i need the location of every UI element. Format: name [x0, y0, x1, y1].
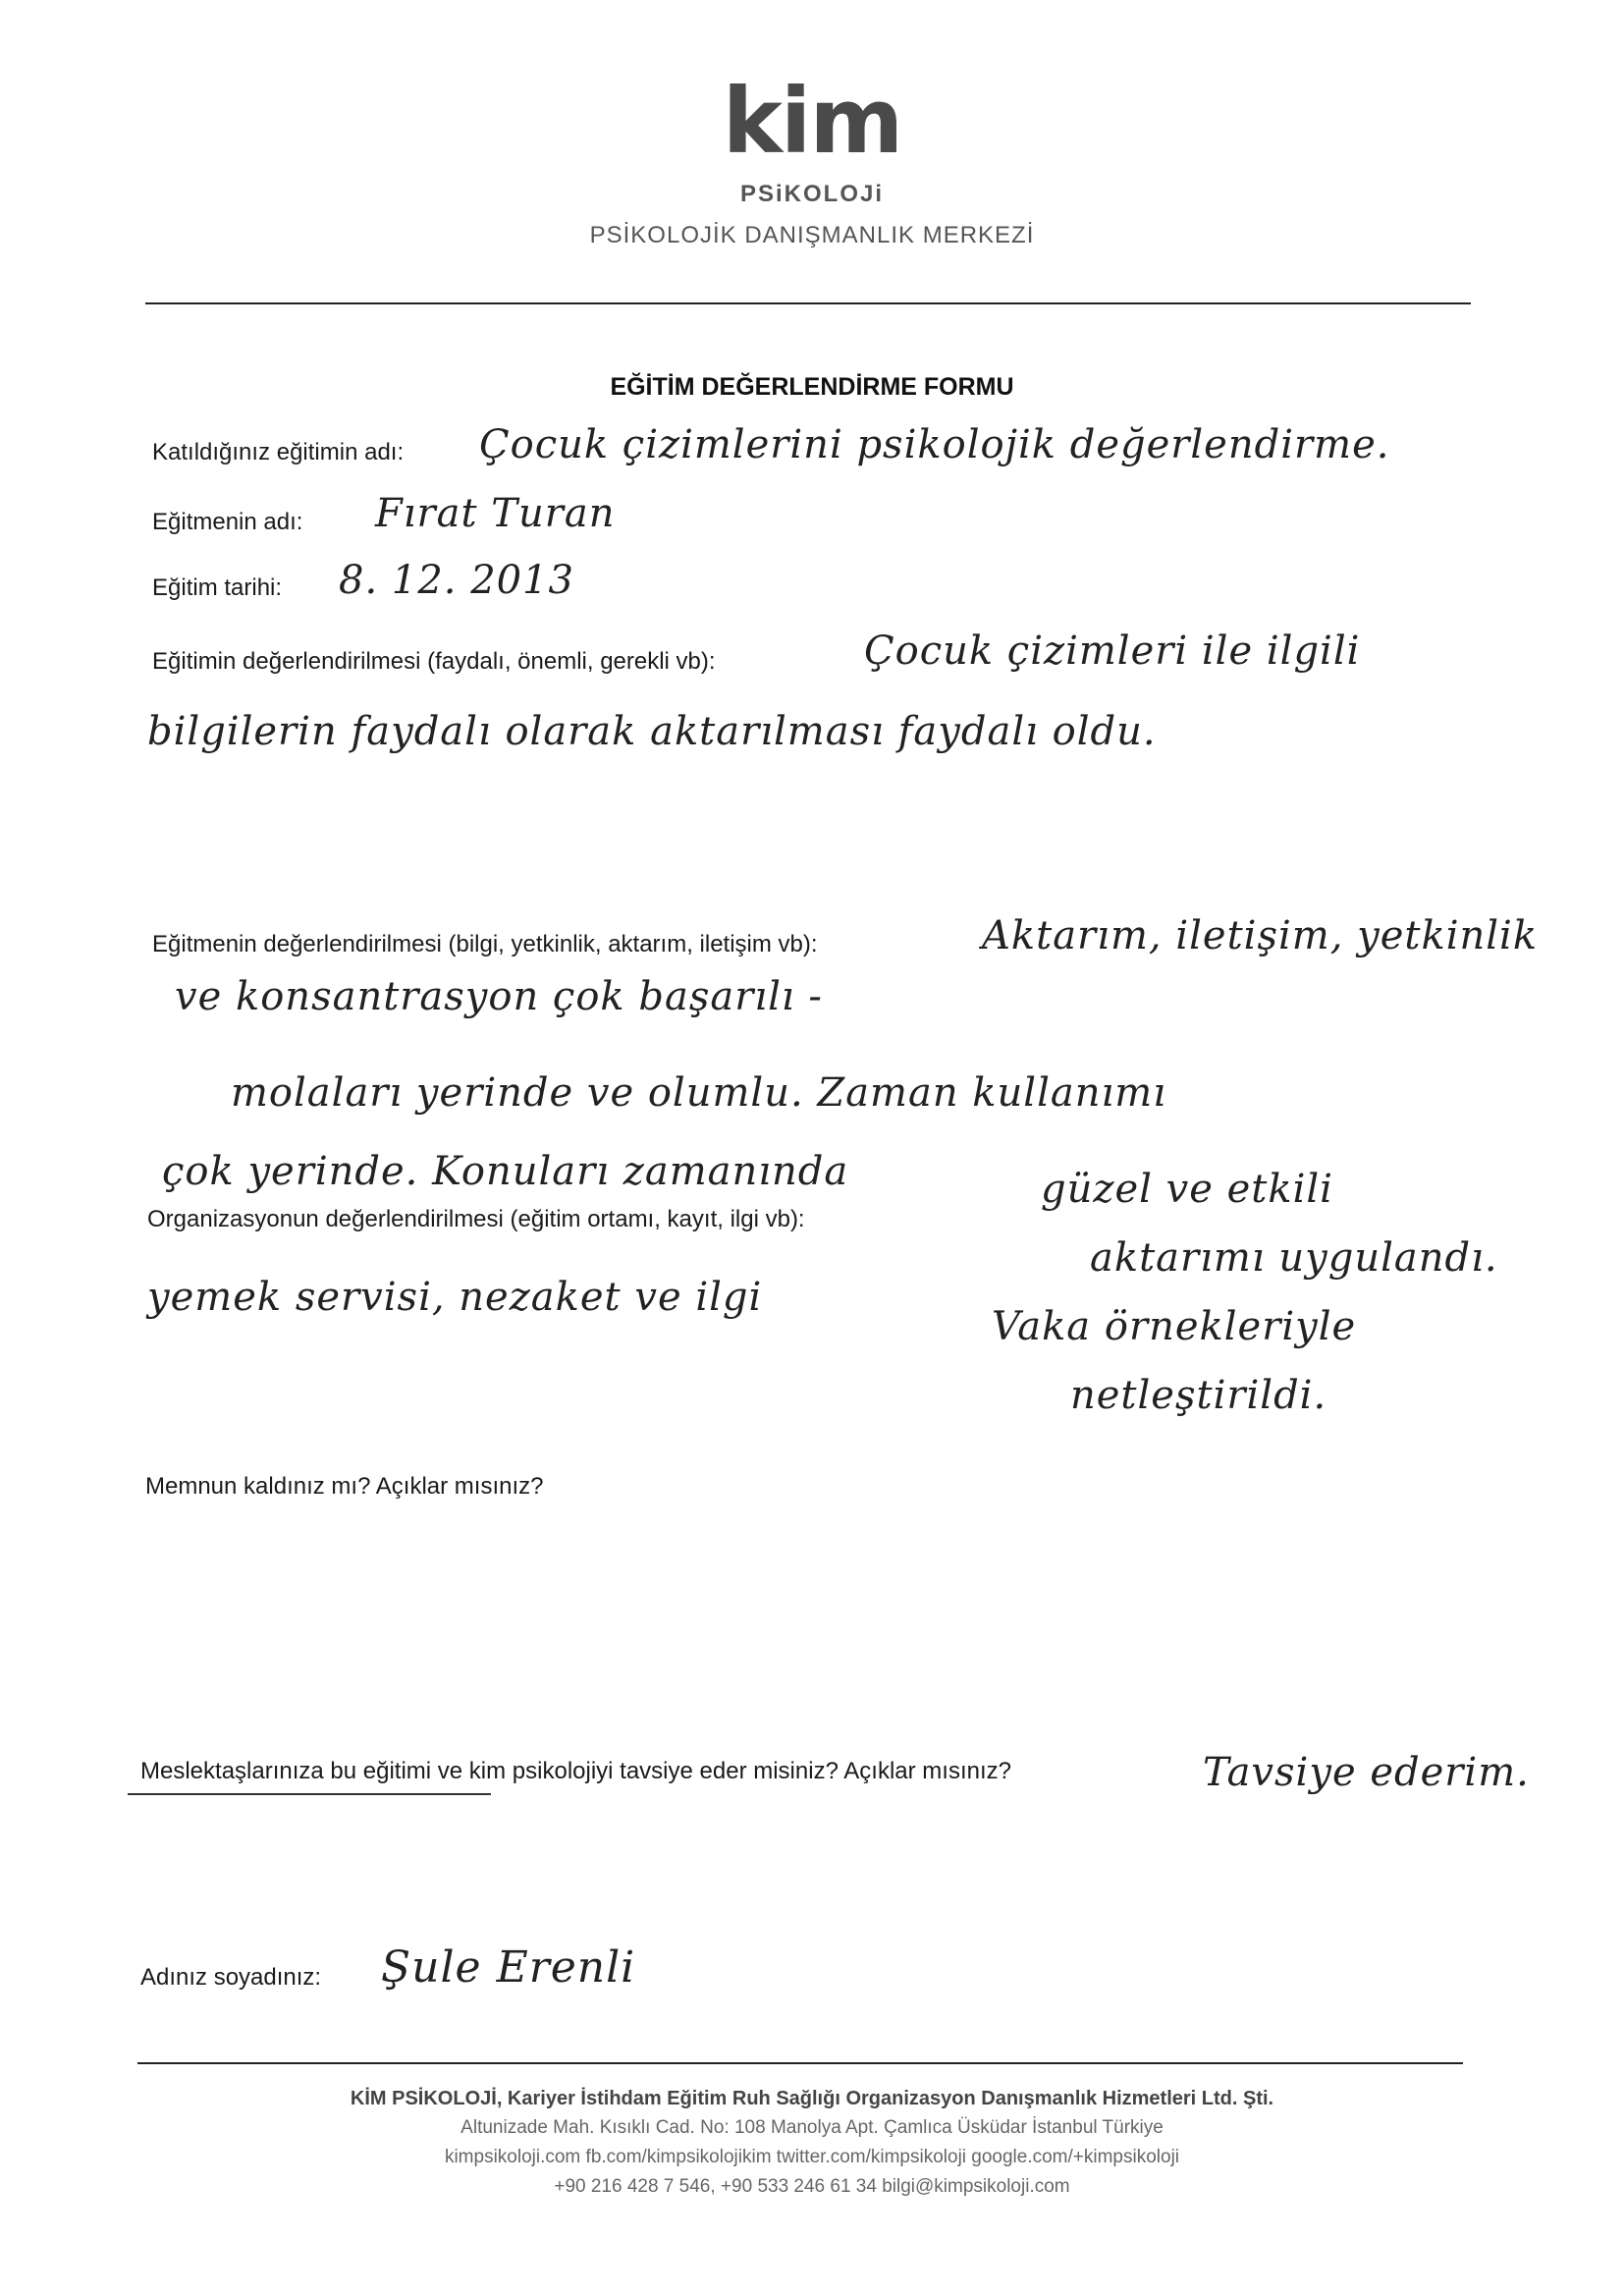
training-date-label: Eğitim tarihi:: [152, 574, 283, 601]
underline-mark: [128, 1793, 491, 1795]
recommendation-label: Meslektaşlarınıza bu eğitimi ve kim psikolojiyi tavsiye eder misiniz? Açıklar mısınız?: [140, 1758, 1011, 1784]
trainer-evaluation-answer-line-5: güzel ve etkili: [1041, 1167, 1333, 1212]
training-name-answer: Çocuk çizimlerini psikolojik değerlendirme.: [479, 422, 1390, 467]
training-name-label: Katıldığınız eğitimin adı:: [152, 439, 405, 465]
trainer-evaluation-label: Eğitmenin değerlendirilmesi (bilgi, yetkinlik, aktarım, iletişim vb):: [152, 931, 818, 957]
training-evaluation-label: Eğitimin değerlendirilmesi (faydalı, önemli, gerekli vb):: [152, 648, 716, 675]
logo-text: kim: [722, 69, 902, 174]
training-date-answer: 8. 12. 2013: [339, 558, 575, 603]
trainer-evaluation-answer-line-6: aktarımı uygulandı.: [1090, 1235, 1498, 1281]
logo: [0, 69, 1624, 174]
trainer-name-label: Eğitmenin adı:: [152, 509, 303, 535]
trainer-evaluation-answer-line-3: molaları yerinde ve olumlu. Zaman kullanımı: [231, 1070, 1166, 1116]
signature: Şule Erenli: [381, 1942, 636, 1993]
form-title: EĞİTİM DEĞERLENDİRME FORMU: [610, 373, 1014, 401]
recommendation-answer: Tavsiye ederim.: [1203, 1750, 1530, 1795]
trainer-evaluation-answer-line-8: netleştirildi.: [1070, 1373, 1327, 1418]
header-divider: [145, 302, 1471, 304]
footer-address: Altunizade Mah. Kısıklı Cad. No: 108 Manolya Apt. Çamlıca Üsküdar İstanbul Türkiye: [460, 2117, 1164, 2138]
satisfaction-label: Memnun kaldınız mı? Açıklar mısınız?: [145, 1473, 544, 1500]
center-name: PSİKOLOJİK DANIŞMANLIK MERKEZİ: [589, 222, 1035, 248]
trainer-evaluation-answer-line-4: çok yerinde. Konuları zamanında: [162, 1149, 849, 1194]
logo-subtitle: PSiKOLOJi: [739, 181, 885, 207]
trainer-name-answer: Fırat Turan: [375, 491, 616, 536]
training-evaluation-answer-line-1: Çocuk çizimleri ile ilgili: [864, 628, 1361, 674]
trainer-evaluation-answer-line-2: ve konsantrasyon çok başarılı -: [175, 974, 823, 1019]
trainer-evaluation-answer-line-1: Aktarım, iletişim, yetkinlik: [982, 913, 1539, 958]
footer-company: KİM PSİKOLOJİ, Kariyer İstihdam Eğitim Ruh Sağlığı Organizasyon Danışmanlık Hizmetleri Ltd. Şti.: [350, 2088, 1274, 2109]
footer-contact: +90 216 428 7 546, +90 533 246 61 34 bilgi@kimpsikoloji.com: [554, 2176, 1070, 2197]
organization-evaluation-answer: yemek servisi, nezaket ve ilgi: [147, 1275, 763, 1320]
name-surname-label: Adınız soyadınız:: [140, 1964, 322, 1991]
trainer-evaluation-answer-line-7: Vaka örnekleriyle: [992, 1304, 1357, 1349]
training-evaluation-answer-line-2: bilgilerin faydalı olarak aktarılması faydalı oldu.: [147, 709, 1157, 754]
organization-evaluation-label: Organizasyonun değerlendirilmesi (eğitim ortamı, kayıt, ilgi vb):: [147, 1206, 805, 1232]
footer-web: kimpsikoloji.com fb.com/kimpsikolojikim twitter.com/kimpsikoloji google.com/+kimpsikoloji: [444, 2147, 1180, 2167]
footer-divider: [137, 2062, 1463, 2064]
